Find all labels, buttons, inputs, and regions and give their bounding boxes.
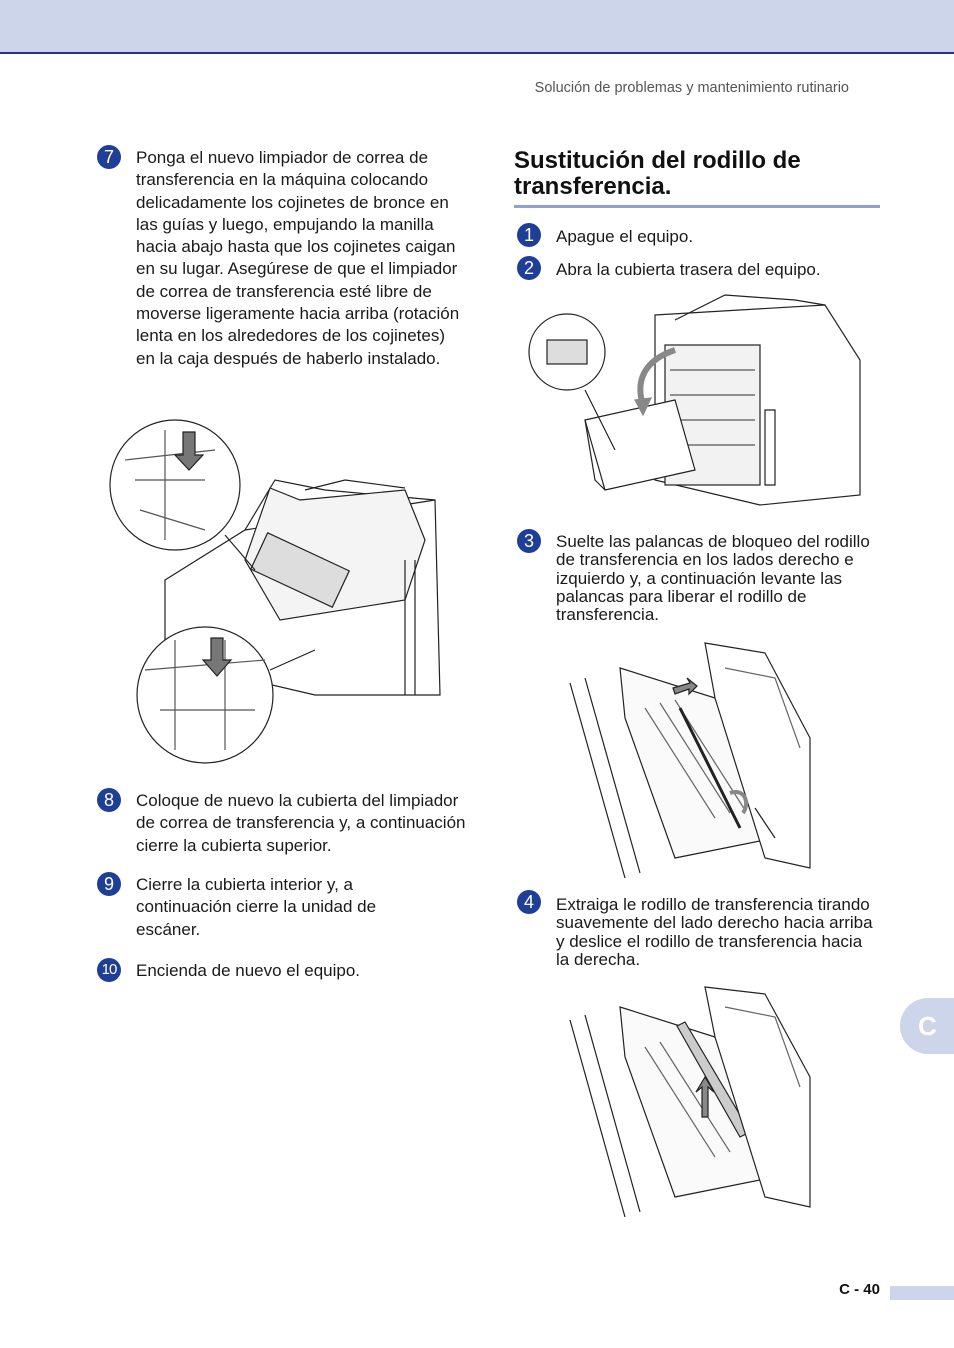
step-text: Apague el equipo. [556,227,694,246]
rear-cover-illustration [525,290,870,515]
footer-bar [890,1286,954,1300]
header-band [0,0,954,54]
running-header: Solución de problemas y mantenimiento rutinario [534,80,849,96]
step-number: 2 [517,256,541,280]
step-text: Ponga el nuevo limpiador de correa de transferencia en la máquina colocando delicadamente los cojinetes de bronce en las guías y luego, empujando la manilla hacia abajo hasta que los cojinetes caigan en su lugar. Asegúrese de que el limpiador de correa de transferencia esté libre de moverse ligeramente hacia arriba (rotación lenta en los alrededores de los cojinetes) en la caja después de haberlo instalado. [136,148,460,368]
step-text: Extraiga le rodillo de transferencia tirando suavemente del lado derecho hacia arriba y deslice el rodillo de transferencia hacia la derecha. [556,895,873,969]
step-number: 4 [517,890,541,914]
page-number: C - 40 [839,1281,880,1298]
step-number: 9 [97,872,121,896]
step-number: 1 [517,223,541,247]
step-number: 7 [97,145,121,169]
section-title: Sustitución del rodillo de transferencia. [514,147,801,200]
step-number: 10 [97,958,121,982]
remove-roller-illustration [565,982,830,1222]
chapter-tab [900,998,954,1054]
release-levers-illustration [565,638,830,880]
chapter-tab-label: C [918,1011,937,1041]
step-text: Abra la cubierta trasera del equipo. [556,260,821,279]
cleaner-install-illustration [105,410,450,765]
step-number: 8 [97,788,121,812]
title-divider [514,205,880,208]
step-text: Encienda de nuevo el equipo. [136,961,361,980]
step-text: Coloque de nuevo la cubierta del limpiador de correa de transferencia y, a continuación cierre la cubierta superior. [136,791,466,855]
step-text: Suelte las palancas de bloqueo del rodillo de transferencia en los lados derecho e izquierdo y, a continuación levante las palancas para liberar el rodillo de transferencia. [556,532,870,625]
step-text: Cierre la cubierta interior y, a continuación cierre la unidad de escáner. [136,875,377,939]
step-number: 3 [517,529,541,553]
